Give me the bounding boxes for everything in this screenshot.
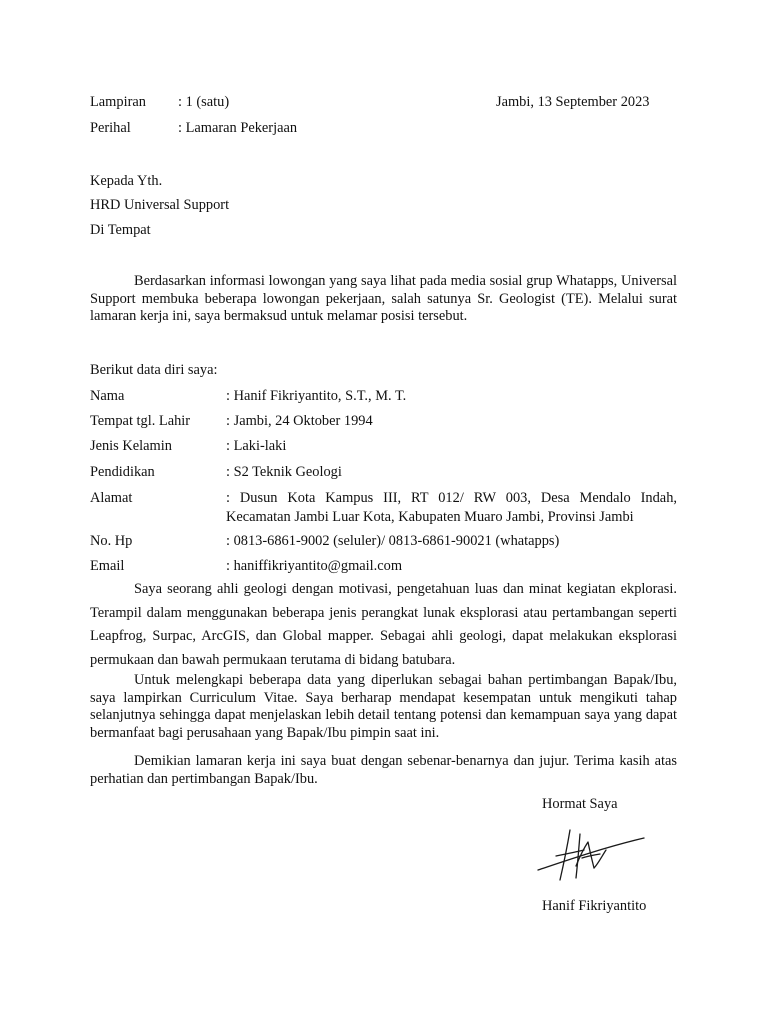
lampiran-value: : 1 (satu) [178,94,230,110]
closing-salutation: Hormat Saya [542,796,618,812]
body-paragraph-2 [90,672,677,742]
nama-value: : Hanif Fikriyantito, S.T., M. T. [226,388,407,404]
alamat-value [226,489,677,527]
recipient-line-1: Kepada Yth. [90,173,163,189]
alamat-label: Alamat [90,490,133,506]
body-paragraph-1 [90,578,677,672]
recipient-line-3: Di Tempat [90,222,151,238]
email-label: Email [90,558,125,574]
alamat-line-2: Kecamatan Jambi Luar Kota, Kabupaten Muaro Jambi, Provinsi Jambi [226,509,634,525]
hp-value: : 0813-6861-9002 (seluler)/ 0813-6861-90021 (whatapps) [226,533,560,549]
alamat-line-1: : Dusun Kota Kampus III, RT 012/ RW 003, Desa Mendalo Indah, [226,490,677,506]
nama-label: Nama [90,388,125,404]
personal-heading: Berikut data diri saya: [90,362,218,378]
pendidikan-label: Pendidikan [90,464,155,480]
pendidikan-value: : S2 Teknik Geologi [226,464,342,480]
body-paragraph-3-text: Demikian lamaran kerja ini saya buat dengan sebenar-benarnya dan jujur. Terima kasih atas perhatian dan pertimbangan Bapak/Ibu. [90,753,677,787]
hp-label: No. Hp [90,533,133,549]
place-date: Jambi, 13 September 2023 [496,94,650,110]
lampiran-label: Lampiran [90,94,146,110]
intro-text: Berdasarkan informasi lowongan yang saya lihat pada media sosial grup Whatapps, Universal Support membuka beberapa lowongan pekerjaan, salah satunya Sr. Geologist (TE). Melalui surat lamaran kerja ini, saya bermaksud untuk melamar posisi tersebut. [90,273,677,324]
jenis-kelamin-label: Jenis Kelamin [90,438,172,454]
body-paragraph-2-text: Untuk melengkapi beberapa data yang diperlukan sebagai bahan pertimbangan Bapak/Ibu, saya lampirkan Curriculum Vitae. Saya berharap mendapat kesempatan untuk mengikuti tahap selanjutnya sehingga dapat menjelaskan lebih detail tentang potensi dan kemampuan saya yang dapat bermanfaat bagi perusahaan yang Bapak/Ibu pimpin saat ini. [90,672,677,741]
recipient-line-2: HRD Universal Support [90,197,230,213]
signer-name: Hanif Fikriyantito [542,898,647,914]
ttl-value: : Jambi, 24 Oktober 1994 [226,413,373,429]
jenis-kelamin-value: : Laki-laki [226,438,287,454]
body-paragraph-3 [90,753,677,788]
intro-paragraph [90,273,677,326]
signature-icon [532,826,652,886]
perihal-value: : Lamaran Pekerjaan [178,120,298,136]
ttl-label: Tempat tgl. Lahir [90,413,191,429]
perihal-label: Perihal [90,120,131,136]
email-value: : haniffikriyantito@gmail.com [226,558,403,574]
body-paragraph-1-text: Saya seorang ahli geologi dengan motivasi, pengetahuan luas dan minat kegiatan ekplorasi. Terampil dalam menggunakan beberapa jenis perangkat lunak eksplorasi atau pertambangan seperti Leapfrog, Surpac, ArcGIS, dan Global mapper. Sebagai ahli geologi, dapat melakukan eksplorasi permukaan dan bawah permukaan terutama di bidang batubara. [90,581,677,668]
